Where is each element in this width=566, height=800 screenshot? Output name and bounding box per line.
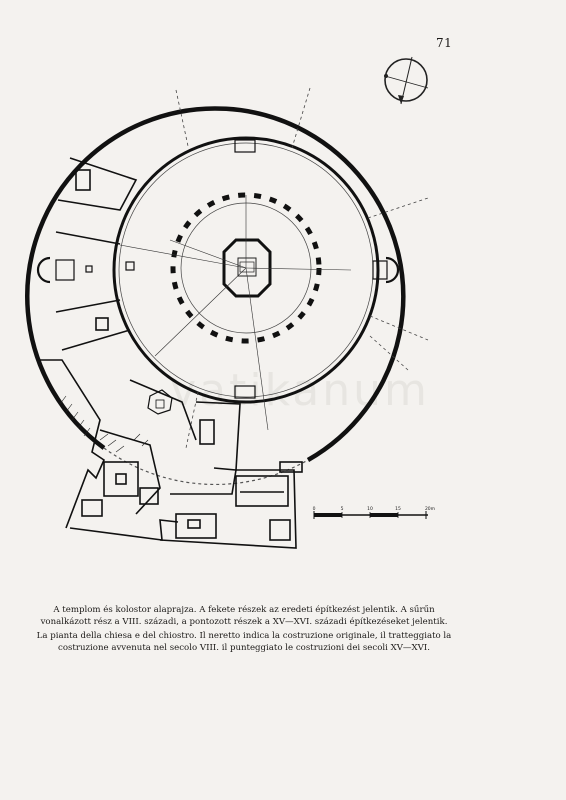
scale-tick-5: 5 [340, 507, 344, 512]
compass-north-arrow-icon [384, 57, 428, 104]
scale-bar [314, 511, 428, 519]
scale-tick-15: 15 [395, 507, 401, 512]
scale-tick-20m: 20m [424, 507, 436, 512]
scale-tick-10: 10 [367, 507, 373, 512]
caption-italian: La pianta della chiesa e del chiostro. Il neretto indica la costruzione originale, il tratteggiato la costruzione avvenuta nel secolo VIII. il punteggiato le costruzioni dei secoli XV—XVI. [36, 631, 452, 653]
hatched-wall-sections [60, 396, 148, 452]
caption-hungarian: A templom és kolostor alaprajza. A fekete részek az eredeti építkezést jelentik. A sűrűn vonalkázott rész a VIII. századi, a pontozott részek a XV—XVI. századi építkezéseket jelentik. [40, 605, 448, 627]
scale-bar-labels [313, 506, 436, 512]
figure-caption [34, 604, 454, 654]
south-rooms [160, 402, 302, 548]
scale-tick-0: 0 [312, 507, 316, 512]
page-number: 71 [436, 36, 453, 50]
watermark: vatikanum [170, 365, 430, 416]
outer-ring-wall [27, 108, 403, 484]
